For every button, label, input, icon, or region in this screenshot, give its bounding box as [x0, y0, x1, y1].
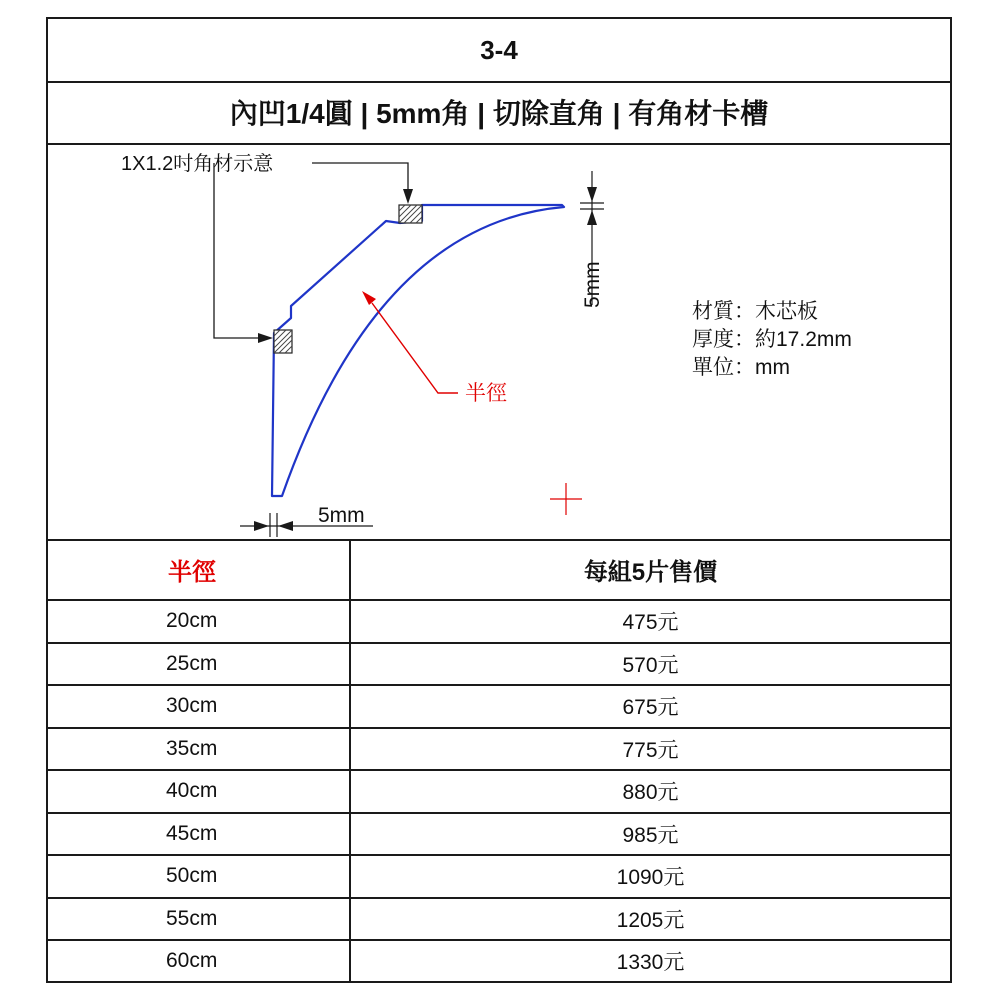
- table-row: [48, 728, 950, 771]
- dimension-vertical-label: 5mm: [581, 261, 604, 308]
- radius-cell: 40cm: [48, 770, 350, 813]
- profile-diagram: [48, 143, 950, 541]
- radius-cell: 50cm: [48, 855, 350, 898]
- radius-cell: 35cm: [48, 728, 350, 771]
- profile-outline: [272, 205, 564, 496]
- price-cell: 985元: [350, 813, 950, 856]
- header-radius: 半徑: [48, 539, 350, 600]
- dimension-arrow-up-icon: [587, 210, 597, 225]
- radius-cell: 25cm: [48, 643, 350, 686]
- price-table: [48, 539, 950, 982]
- price-cell: 775元: [350, 728, 950, 771]
- table-row: [48, 813, 950, 856]
- radius-cell: 55cm: [48, 898, 350, 941]
- dimension-horizontal-label: 5mm: [318, 504, 365, 527]
- dimension-arrow-left-icon: [278, 521, 293, 531]
- corner-timber-lower: [274, 330, 292, 353]
- price-cell: 675元: [350, 685, 950, 728]
- center-cross-icon: [550, 483, 582, 515]
- price-cell: 475元: [350, 600, 950, 643]
- price-cell: 1330元: [616, 951, 685, 975]
- dimension-arrow-down-icon: [587, 187, 597, 202]
- arrow-right-icon: [258, 333, 273, 343]
- price-cell: 570元: [350, 643, 950, 686]
- product-title: 內凹1/4圓 | 5mm角 | 切除直角 | 有角材卡槽: [48, 81, 950, 145]
- radius-cell: 60cm: [48, 940, 350, 982]
- price-cell: 1090元: [350, 855, 950, 898]
- dimension-arrow-right-icon: [254, 521, 269, 531]
- radius-cell: 20cm: [48, 600, 350, 643]
- table-row: [48, 940, 950, 982]
- corner-timber-upper: [399, 205, 422, 223]
- material-specs: [692, 298, 852, 382]
- radius-pointer-line: [372, 303, 458, 393]
- table-row: [48, 643, 950, 686]
- price-cell: 1205元: [350, 898, 950, 941]
- spec-thickness: 厚度：約17.2mm: [692, 328, 852, 351]
- radius-cell: 30cm: [48, 685, 350, 728]
- price-cell: 880元: [350, 770, 950, 813]
- radius-arrow-icon: [362, 291, 376, 305]
- header-price: 每組5片售價: [350, 539, 950, 600]
- radius-label: 半徑: [465, 382, 507, 405]
- table-row: [48, 685, 950, 728]
- table-row: [48, 600, 950, 643]
- spec-sheet: [46, 17, 952, 983]
- product-code: 3-4: [48, 19, 950, 83]
- table-header-row: [48, 539, 950, 600]
- table-row: [48, 855, 950, 898]
- corner-label: 1X1.2吋角材示意: [121, 153, 274, 175]
- spec-material: 材質：木芯板: [692, 300, 818, 323]
- table-row: [48, 770, 950, 813]
- arrow-down-icon: [403, 189, 413, 204]
- spec-unit: 單位：mm: [692, 356, 790, 379]
- table-row: [48, 898, 950, 941]
- radius-cell: 45cm: [48, 813, 350, 856]
